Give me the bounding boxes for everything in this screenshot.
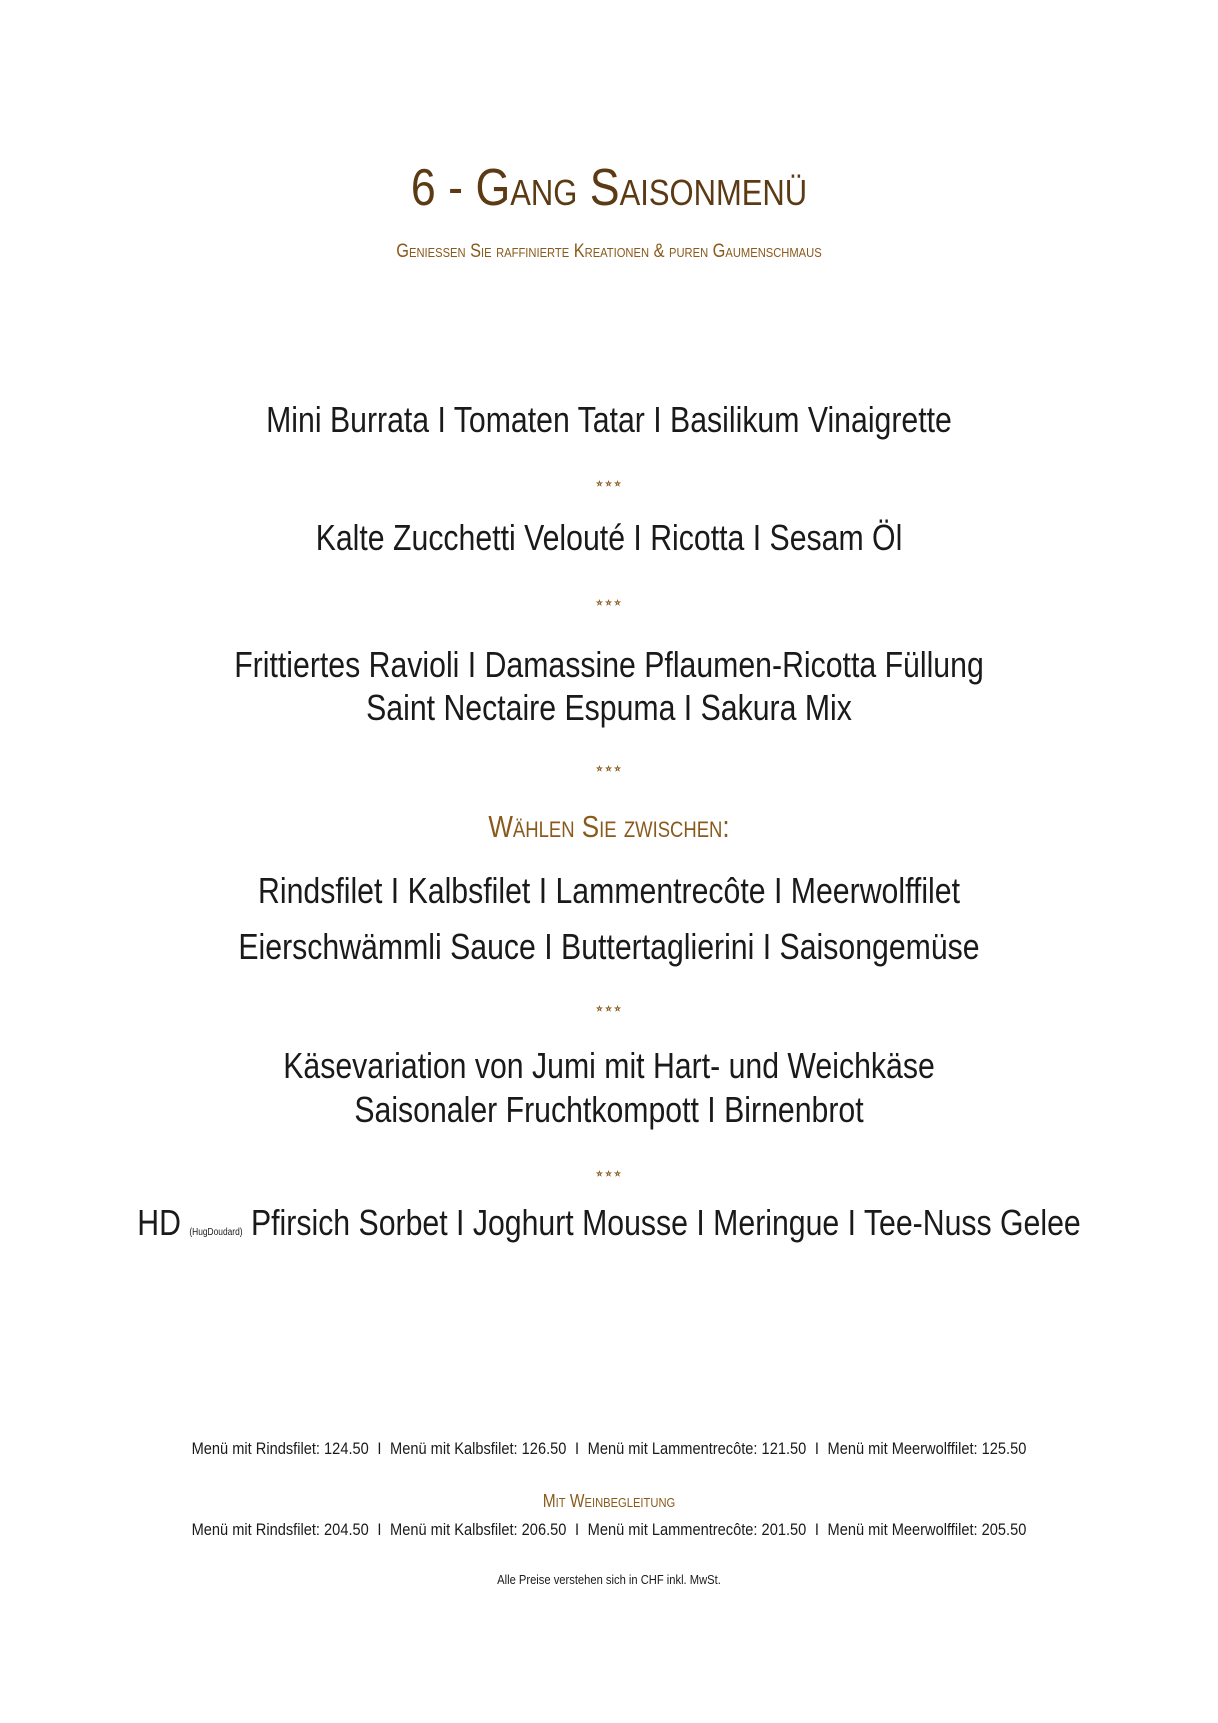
course-4-line-1: Rindsfilet I Kalbsfilet I Lammentrecôte I Meerwolffilet <box>258 870 960 911</box>
price-meerwolffilet: Menü mit Meerwolffilet: 125.50 <box>827 1439 1027 1458</box>
course-4-line-2: Eierschwämmli Sauce I Buttertaglierini I Saisongemüse <box>238 926 980 967</box>
price-divider: I <box>377 1520 382 1539</box>
wine-price-meerwolffilet: Menü mit Meerwolffilet: 205.50 <box>827 1520 1027 1539</box>
course-3-line-1: Frittiertes Ravioli I Damassine Pflaumen-Ricotta Füllung <box>234 644 984 685</box>
price-lammentrecote: Menü mit Lammentrecôte: 121.50 <box>587 1439 807 1458</box>
course-6-text: Pfirsich Sorbet I Joghurt Mousse I Meringue I Tee-Nuss Gelee <box>250 1202 1081 1243</box>
menu-title: 6 - Gang Saisonmenü <box>410 159 808 217</box>
wine-price-row <box>85 1519 1132 1541</box>
course-2: Kalte Zucchetti Velouté I Ricotta I Sesam Öl <box>315 517 903 558</box>
menu-subtitle: Geniessen Sie raffinierte Kreationen & puren Gaumenschmaus <box>396 241 822 262</box>
course-6-note: (HugDoudard) <box>189 1227 243 1238</box>
price-divider: I <box>575 1439 580 1458</box>
wine-pairing-label: Mit Weinbegleitung <box>542 1491 676 1511</box>
price-disclaimer: Alle Preise verstehen sich in CHF inkl. MwSt. <box>497 1572 721 1587</box>
star-separator-3: ⭒⭒⭒ <box>595 760 623 777</box>
price-divider: I <box>377 1439 382 1458</box>
wine-price-lammentrecote: Menü mit Lammentrecôte: 201.50 <box>587 1520 807 1539</box>
wine-price-kalbsfilet: Menü mit Kalbsfilet: 206.50 <box>390 1520 567 1539</box>
star-separator-4: ⭒⭒⭒ <box>595 1000 623 1017</box>
course-5-line-1: Käsevariation von Jumi mit Hart- und Weichkäse <box>283 1045 935 1086</box>
course-6 <box>97 1201 1120 1255</box>
star-separator-5: ⭒⭒⭒ <box>595 1165 623 1182</box>
price-kalbsfilet: Menü mit Kalbsfilet: 126.50 <box>390 1439 567 1458</box>
wine-price-rindsfilet: Menü mit Rindsfilet: 204.50 <box>191 1520 369 1539</box>
menu-price-row <box>85 1438 1132 1460</box>
price-divider: I <box>575 1520 580 1539</box>
star-separator-1: ⭒⭒⭒ <box>595 475 623 492</box>
course-5-line-2: Saisonaler Fruchtkompott I Birnenbrot <box>354 1089 864 1130</box>
price-divider: I <box>814 1439 819 1458</box>
course-1: Mini Burrata I Tomaten Tatar I Basilikum Vinaigrette <box>266 399 952 440</box>
price-divider: I <box>814 1520 819 1539</box>
course-6-prefix: HD <box>137 1202 181 1243</box>
course-3-line-2: Saint Nectaire Espuma I Sakura Mix <box>366 687 852 728</box>
choose-label: Wählen Sie zwischen: <box>488 809 730 844</box>
price-rindsfilet: Menü mit Rindsfilet: 124.50 <box>191 1439 369 1458</box>
star-separator-2: ⭒⭒⭒ <box>595 594 623 611</box>
